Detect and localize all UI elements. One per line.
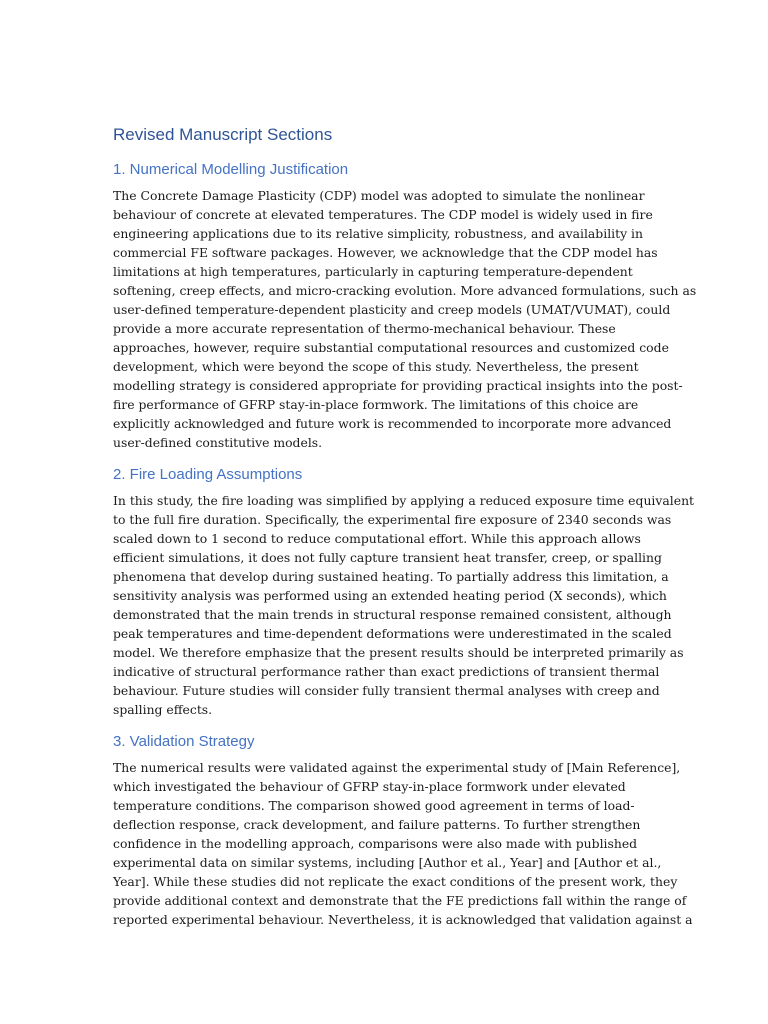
text-line: model. We therefore emphasize that the present results should be interpreted primarily as xyxy=(113,645,684,660)
section-heading: 1. Numerical Modelling Justification xyxy=(113,161,349,178)
text-line: behaviour. Future studies will consider fully transient thermal analyses with creep and xyxy=(113,683,660,698)
section-fire-loading xyxy=(113,465,695,719)
text-line: confidence in the modelling approach, comparisons were also made with published xyxy=(113,836,638,851)
text-line: demonstrated that the main trends in structural response remained consistent, although xyxy=(113,607,672,622)
text-line: provide additional context and demonstrate that the FE predictions fall within the range of xyxy=(113,893,687,908)
text-line: softening, creep effects, and micro-cracking evolution. More advanced formulations, such as xyxy=(113,283,697,298)
text-line: phenomena that develop during sustained heating. To partially address this limitation, a xyxy=(113,569,669,584)
text-line: engineering applications due to its relative simplicity, robustness, and availability in xyxy=(113,226,643,241)
text-line: The Concrete Damage Plasticity (CDP) model was adopted to simulate the nonlinear xyxy=(113,188,645,203)
text-line: approaches, however, require substantial computational resources and customized code xyxy=(113,340,669,355)
text-line: reported experimental behaviour. Nevertheless, it is acknowledged that validation against a xyxy=(113,912,693,927)
section-numerical-modelling xyxy=(113,160,697,452)
section-paragraph xyxy=(113,186,697,452)
text-line: which investigated the behaviour of GFRP stay-in-place formwork under elevated xyxy=(113,779,626,794)
text-line: experimental data on similar systems, including [Author et al., Year] and [Author et al., xyxy=(113,855,662,870)
section-validation-strategy xyxy=(113,732,693,929)
text-line: The numerical results were validated against the experimental study of [Main Reference], xyxy=(113,760,681,775)
text-line: commercial FE software packages. However, we acknowledge that the CDP model has xyxy=(113,245,658,260)
text-line: deflection response, crack development, and failure patterns. To further strengthen xyxy=(113,817,641,832)
text-line: peak temperatures and time-dependent deformations were underestimated in the scaled xyxy=(113,626,672,641)
text-line: temperature conditions. The comparison showed good agreement in terms of load- xyxy=(113,798,635,813)
text-line: spalling effects. xyxy=(113,702,213,717)
text-line: behaviour of concrete at elevated temperatures. The CDP model is widely used in fire xyxy=(113,207,653,222)
text-line: In this study, the fire loading was simplified by applying a reduced exposure time equivalent xyxy=(113,493,695,508)
text-line: sensitivity analysis was performed using an extended heating period (X seconds), which xyxy=(113,588,667,603)
text-line: limitations at high temperatures, particularly in capturing temperature-dependent xyxy=(113,264,633,279)
text-line: indicative of structural performance rather than exact predictions of transient thermal xyxy=(113,664,660,679)
section-paragraph xyxy=(113,491,695,719)
text-line: fire performance of GFRP stay-in-place formwork. The limitations of this choice are xyxy=(113,397,639,412)
text-line: Year]. While these studies did not replicate the exact conditions of the present work, they xyxy=(113,874,678,889)
text-line: explicitly acknowledged and future work is recommended to incorporate more advanced xyxy=(113,416,672,431)
section-heading: 3. Validation Strategy xyxy=(113,733,255,750)
text-line: provide a more accurate representation of thermo-mechanical behaviour. These xyxy=(113,321,616,336)
section-paragraph xyxy=(113,758,693,929)
text-line: efficient simulations, it does not fully capture transient heat transfer, creep, or spalling xyxy=(113,550,662,565)
document-title: Revised Manuscript Sections xyxy=(113,125,333,144)
text-line: user-defined temperature-dependent plasticity and creep models (UMAT/VUMAT), could xyxy=(113,302,671,317)
text-line: modelling strategy is considered appropriate for providing practical insights into the post- xyxy=(113,378,683,393)
text-line: user-defined constitutive models. xyxy=(113,435,323,450)
text-line: to the full fire duration. Specifically, the experimental fire exposure of 2340 seconds was xyxy=(113,512,672,527)
text-line: scaled down to 1 second to reduce computational effort. While this approach allows xyxy=(113,531,641,546)
section-heading: 2. Fire Loading Assumptions xyxy=(113,466,303,483)
text-line: development, which were beyond the scope of this study. Nevertheless, the present xyxy=(113,359,639,374)
document-page xyxy=(113,124,697,942)
